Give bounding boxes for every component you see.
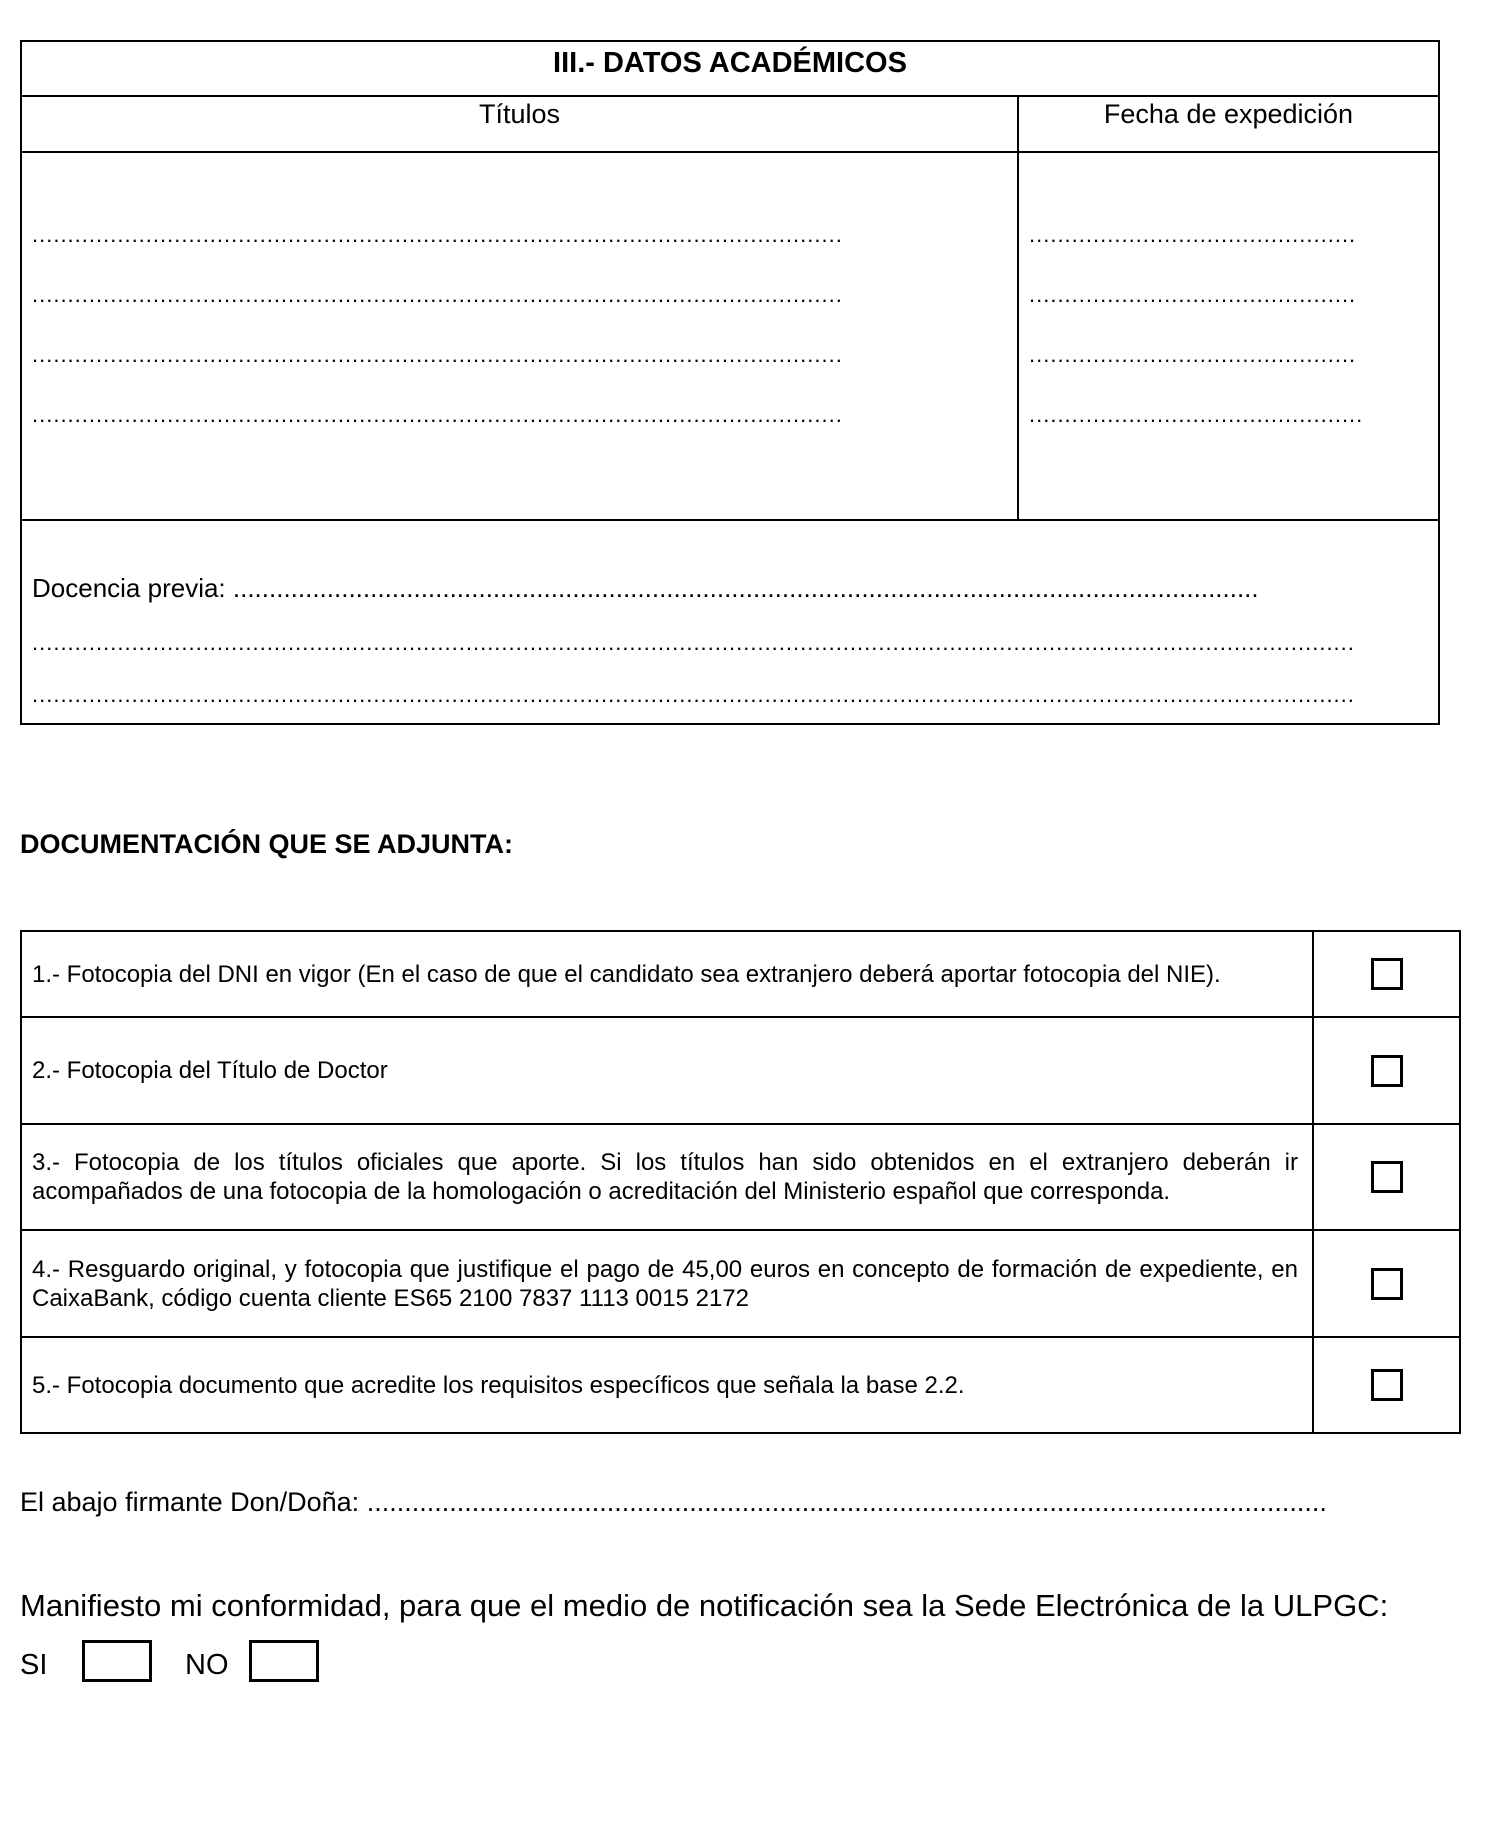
yes-label: SI <box>20 1649 48 1681</box>
documentation-item <box>22 932 1459 1018</box>
notification-consent-statement: Manifiesto mi conformidad, para que el medio de notificación sea la Sede Electrónica de la ULPGC: <box>20 1588 1389 1623</box>
titulo-entry-line[interactable]: .................................................................................................................. <box>32 343 843 367</box>
documentation-check-cell <box>1312 1125 1459 1229</box>
fecha-entry-line[interactable]: .............................................. <box>1029 343 1357 367</box>
academic-data-table <box>20 40 1440 725</box>
documentation-item-text: 4.- Resguardo original, y fotocopia que justifique el pago de 45,00 euros en concepto de formación de expediente, en CaixaBank, código cuenta cliente ES65 2100 7837 1113 0015 2172 <box>32 1255 1298 1312</box>
fecha-entry-line[interactable]: ............................................... <box>1029 403 1364 427</box>
docencia-entry-line[interactable]: .......................................................................................................................................................................................... <box>32 631 1355 655</box>
documentation-checkbox[interactable] <box>1371 1369 1403 1401</box>
fecha-entries <box>1019 153 1438 519</box>
titulos-entries <box>22 153 1019 519</box>
documentation-checkbox[interactable] <box>1371 958 1403 990</box>
titulo-entry-line[interactable]: .................................................................................................................. <box>32 403 843 427</box>
documentation-item-text: 3.- Fotocopia de los títulos oficiales que aporte. Si los títulos han sido obtenidos en el extranjero deberán ir acompañados de una fotocopia de la homologación o acreditación del Ministerio español que corresponda. <box>32 1149 1298 1205</box>
titulos-column-header: Títulos <box>22 97 1019 151</box>
documentation-item-text: 5.- Fotocopia documento que acredite los requisitos específicos que señala la base 2.2. <box>32 1371 965 1399</box>
fecha-entry-line[interactable]: .............................................. <box>1029 223 1357 247</box>
titulo-entry-line[interactable]: .................................................................................................................. <box>32 223 843 247</box>
documentation-item <box>22 1125 1459 1231</box>
docencia-previa-field[interactable]: Docencia previa: .............................................................................................................................................. <box>32 573 1259 603</box>
academic-section-title: III.- DATOS ACADÉMICOS <box>22 42 1438 97</box>
documentation-check-cell <box>1312 1338 1459 1432</box>
documentation-heading: DOCUMENTACIÓN QUE SE ADJUNTA: <box>20 829 514 859</box>
documentation-checkbox[interactable] <box>1371 1055 1403 1087</box>
docencia-entry-line[interactable]: .......................................................................................................................................................................................... <box>32 683 1355 707</box>
academic-header-row <box>22 97 1438 153</box>
fecha-column-header: Fecha de expedición <box>1103 99 1354 129</box>
fecha-entry-line[interactable]: .............................................. <box>1029 283 1357 307</box>
docencia-previa-section <box>22 521 1438 723</box>
signer-name-field[interactable]: El abajo firmante Don/Doña: ................................................................................................................................ <box>20 1487 1327 1517</box>
documentation-item-text: 1.- Fotocopia del DNI en vigor (En el caso de que el candidato sea extranjero deberá aportar fotocopia del NIE). <box>32 960 1221 988</box>
documentation-item <box>22 1018 1459 1125</box>
no-checkbox[interactable] <box>249 1640 319 1682</box>
documentation-checkbox[interactable] <box>1371 1268 1403 1300</box>
academic-entries-row <box>22 153 1438 521</box>
documentation-checkbox[interactable] <box>1371 1161 1403 1193</box>
documentation-check-cell <box>1312 1018 1459 1123</box>
notification-choice-row <box>20 1640 420 1684</box>
yes-checkbox[interactable] <box>82 1640 152 1682</box>
documentation-item <box>22 1338 1459 1432</box>
documentation-item <box>22 1231 1459 1338</box>
documentation-check-cell <box>1312 1231 1459 1336</box>
documentation-check-cell <box>1312 932 1459 1016</box>
no-label: NO <box>185 1649 229 1681</box>
titulo-entry-line[interactable]: .................................................................................................................. <box>32 283 843 307</box>
documentation-item-text: 2.- Fotocopia del Título de Doctor <box>32 1057 388 1084</box>
documentation-table <box>20 930 1461 1434</box>
